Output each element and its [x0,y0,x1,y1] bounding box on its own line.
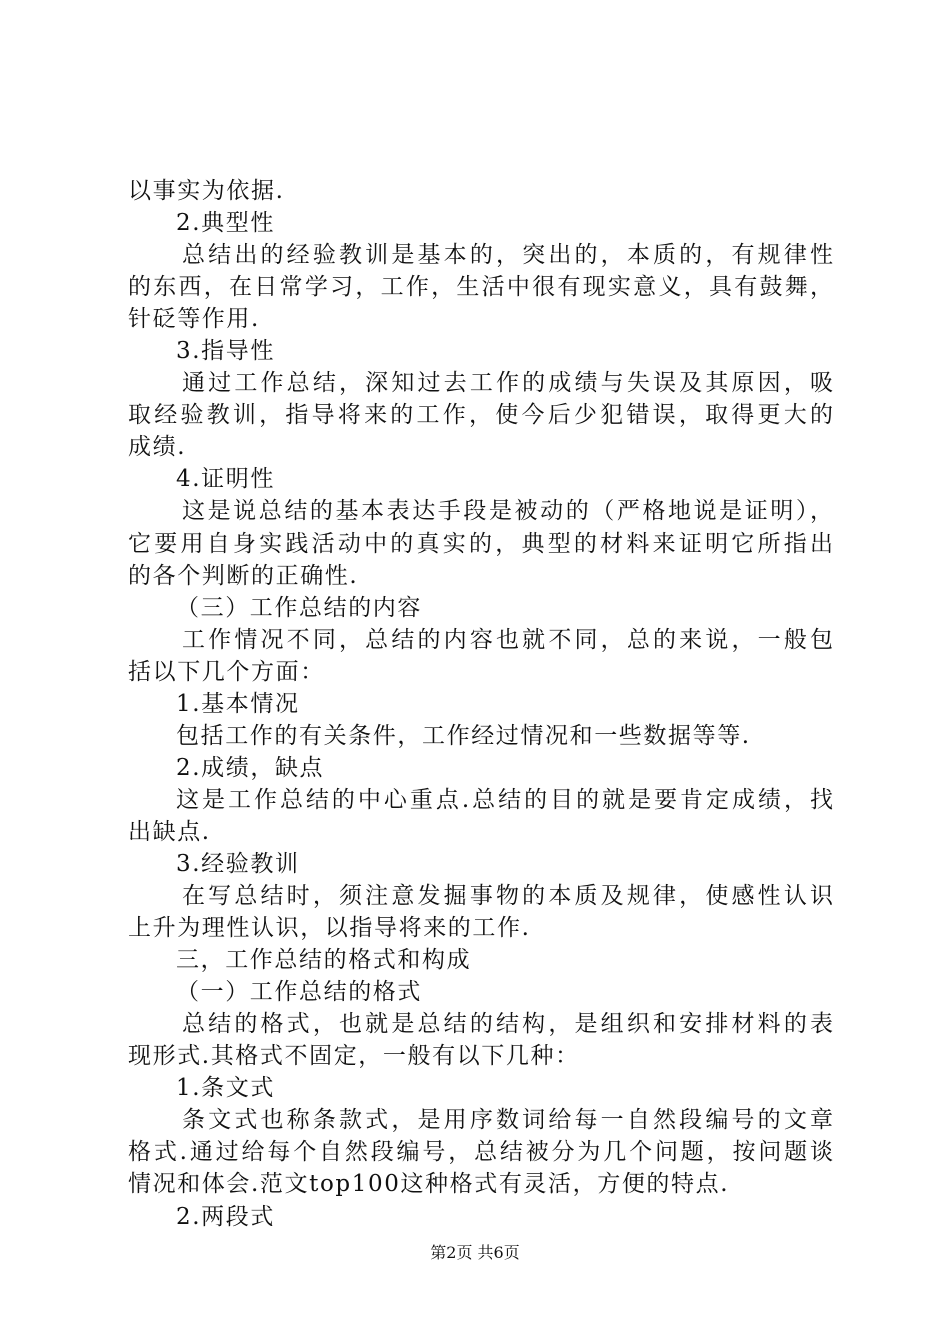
text-line: 出缺点. [128,818,211,845]
text-line: 的东西，在日常学习，工作，生活中很有现实意义，具有鼓舞， [128,274,833,301]
section-heading: 2.典型性 [176,210,275,237]
paragraph-first-line: 通过工作总结，深知过去工作的成绩与失误及其原因，吸 [182,370,833,397]
paragraph-first-line: 总结的格式，也就是总结的结构，是组织和安排材料的表 [182,1011,833,1038]
text-line: 现形式.其格式不固定，一般有以下几种： [128,1043,580,1070]
paragraph-first-line: 这是工作总结的中心重点.总结的目的就是要肯定成绩，找 [176,786,833,813]
paragraph-first-line: 包括工作的有关条件，工作经过情况和一些数据等等. [176,722,751,749]
section-heading: （一）工作总结的格式 [176,979,422,1006]
page-number: 第2页 共6页 [430,1243,520,1262]
text-line: 针砭等作用. [128,306,260,333]
text-line: 的各个判断的正确性. [128,562,359,589]
section-heading: 2.两段式 [176,1203,275,1230]
section-heading: 1.条文式 [176,1075,275,1102]
section-heading: 1.基本情况 [176,690,300,717]
section-heading: 3.经验教训 [176,850,300,877]
text-line: 括以下几个方面： [128,658,325,685]
section-heading: 三，工作总结的格式和构成 [176,947,472,974]
paragraph-first-line: 这是说总结的基本表达手段是被动的（严格地说是证明）， [182,498,833,525]
paragraph-first-line: 在写总结时，须注意发掘事物的本质及规律，使感性认识 [182,883,833,910]
paragraph-first-line: 总结出的经验教训是基本的，突出的，本质的，有规律性 [182,242,833,269]
paragraph-first-line: 条文式也称条款式，是用序数词给每一自然段编号的文章 [182,1107,833,1134]
section-heading: 4.证明性 [176,466,275,493]
text-line: 情况和体会.范文top100这种格式有灵活，方便的特点. [128,1171,730,1198]
text-line: 格式.通过给每个自然段编号，总结被分为几个问题，按问题谈 [128,1139,833,1166]
text-line: 取经验教训，指导将来的工作，使今后少犯错误，取得更大的 [128,402,833,429]
text-line: 它要用自身实践活动中的真实的，典型的材料来证明它所指出 [128,530,833,557]
document-body [128,175,833,1233]
section-heading: 2.成绩，缺点 [176,754,325,781]
text-line: 上升为理性认识，以指导将来的工作. [128,915,531,942]
paragraph-first-line: 工作情况不同，总结的内容也就不同，总的来说，一般包 [182,626,833,653]
page-footer [0,1243,950,1263]
section-heading: （三）工作总结的内容 [176,594,422,621]
text-line: 成绩. [128,434,187,461]
text-line: 以事实为依据. [128,178,285,204]
section-heading: 3.指导性 [176,338,275,365]
